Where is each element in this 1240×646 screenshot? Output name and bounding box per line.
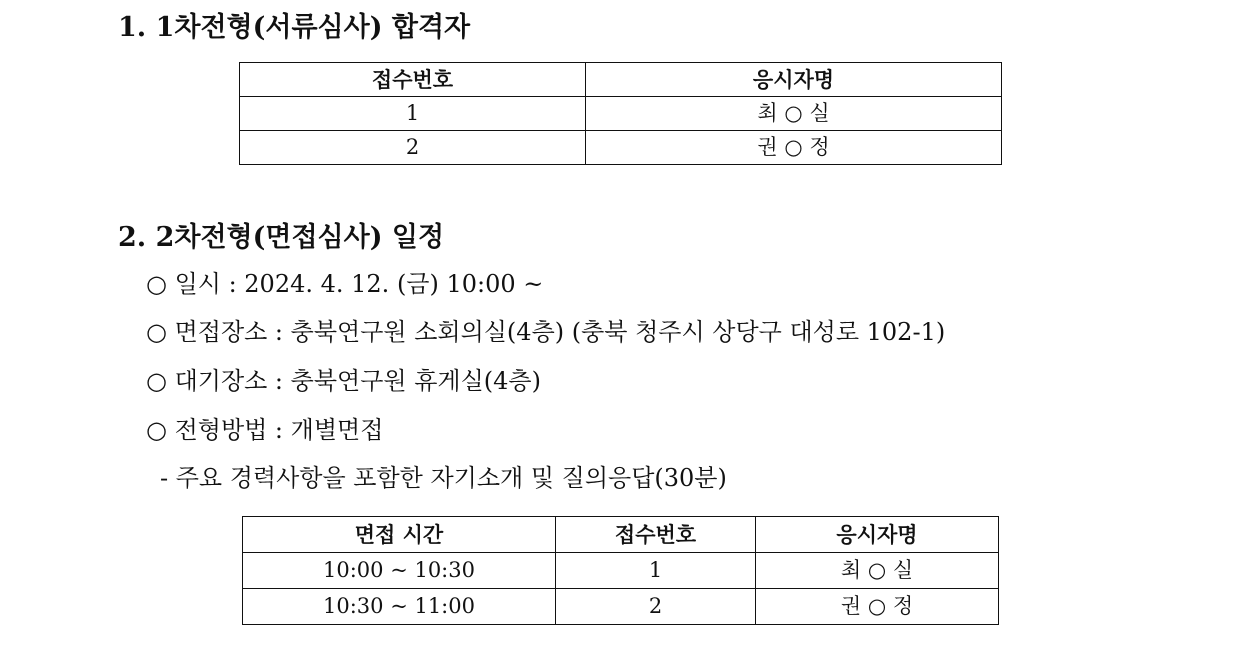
cell-applicant-name: 권 ○ 정: [586, 131, 1002, 165]
cell-interview-time: 10:00 ~ 10:30: [243, 553, 556, 589]
waiting-location: ○ 대기장소 : 충북연구원 휴게실(4층): [146, 367, 541, 395]
table-row: [240, 131, 1002, 165]
cell-interview-time: 10:30 ~ 11:00: [243, 589, 556, 625]
table-row: [243, 589, 999, 625]
header-receipt-number: 접수번호: [240, 63, 586, 97]
header-interview-time: 면접 시간: [243, 517, 556, 553]
cell-applicant-name: 권 ○ 정: [756, 589, 999, 625]
table-row: [240, 97, 1002, 131]
cell-receipt-number: 2: [556, 589, 756, 625]
cell-applicant-name: 최 ○ 실: [756, 553, 999, 589]
header-applicant-name: 응시자명: [586, 63, 1002, 97]
header-applicant-name: 응시자명: [756, 517, 999, 553]
table-row: [243, 553, 999, 589]
interview-schedule-table: [242, 516, 999, 625]
interview-location: ○ 면접장소 : 충북연구원 소회의실(4층) (충북 청주시 상당구 대성로 102-1): [146, 318, 946, 346]
screening-detail: - 주요 경력사항을 포함한 자기소개 및 질의응답(30분): [160, 464, 727, 492]
cell-receipt-number: 1: [240, 97, 586, 131]
header-receipt-number: 접수번호: [556, 517, 756, 553]
passers-table: [239, 62, 1002, 165]
table-header-row: [240, 63, 1002, 97]
table-header-row: [243, 517, 999, 553]
section2-title: 2. 2차전형(면접심사) 일정: [118, 222, 445, 253]
screening-method: ○ 전형방법 : 개별면접: [146, 416, 384, 444]
cell-applicant-name: 최 ○ 실: [586, 97, 1002, 131]
section1-title: 1. 1차전형(서류심사) 합격자: [118, 12, 471, 43]
schedule-datetime: ○ 일시 : 2024. 4. 12. (금) 10:00 ~: [146, 270, 544, 298]
cell-receipt-number: 2: [240, 131, 586, 165]
cell-receipt-number: 1: [556, 553, 756, 589]
